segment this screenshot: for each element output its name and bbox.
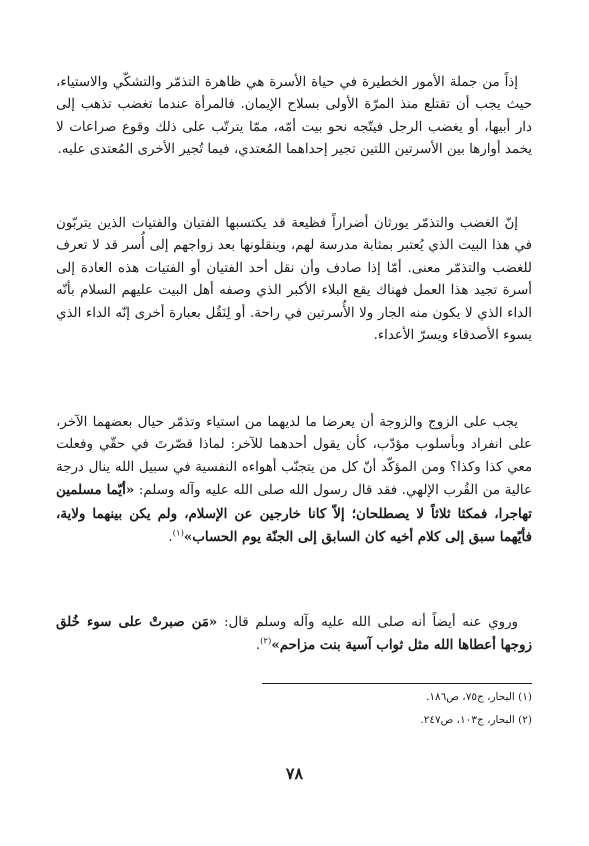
paragraph-text: وروي عنه أيضاً أنه صلى الله عليه وآله وسلم قال:: [217, 615, 519, 630]
paragraph-spouses-reconciliation: [56, 412, 532, 549]
hadith-quote: «أيّما مسلمين تهاجرا، فمكثا ثلاثاً لا يصطلحان؛ إلاّ كانا خارجين عن الإسلام، ولم يكن بينهما ولاية، فأيّهما سبق إلى كلام أخيه كان السابق إلى الجنّة يوم الحساب»: [56, 482, 532, 546]
page-number: ٧٨: [285, 764, 304, 783]
footnote-marker-2: (٢): [260, 636, 272, 647]
paragraph-text: إنّ الغضب والتذمّر يورثان أضراراً فظيعة قد يكتسبها الفتيان والفتيات الذين يتربّون في هذا البيت الذي يُعتبر بمثابة مدرسة لهم، وينقلونها بعد زواجهم إلى أُسر قد لا تعرف للغضب والتذمّر معنى. أمّا إذا صادف وأن نقل أحد الفتيان أو الفتيات هذه العادة إلى أسرة تجيد هذا العمل فهناك يقع البلاء الأكبر الذي وصفه أهل البيت عليهم السلام بأنّه الداء الذي لا يكون منه الجار ولا الأُسرتين في راحة. أو لِنَقُل بعبارة أخرى إنّه الداء الذي يسوء الأصدقاء ويسرّ الأعداء.: [56, 216, 532, 344]
paragraph-anger-harms: [56, 213, 532, 347]
paragraph-text: يجب على الزوج والزوجة أن يعرضا ما لديهما من استياء وتذمّر حيال بعضهما الآخر، على انفراد وبأسلوب مؤدّب، كأن يقول أحدهما للآخر: لماذا قصّرتَ في حقّي وفعلت معي كذا وكذا؟ ومن المؤكّد أنّ كل من يتجنّب أهواءه النفسية في سبيل الله ينال درجة عالية من القُرب الإلهي. فقد قال رسول الله صلى الله عليه وآله وسلم:: [56, 415, 532, 499]
footnote-separator: [262, 683, 532, 684]
paragraph-patience-hadith: [56, 611, 532, 658]
sentence-end: .: [255, 638, 261, 654]
paragraph-text: إذاً من جملة الأمور الخطيرة في حياة الأسرة هي ظاهرة التذمّر والتشكّي والاستياء، حيث يجب أن تقتلع منذ المرّة الأولى بسلاح الإيمان. فالمرأة عندما تغضب تذهب إلى دار أبيها، أو يغضب الرجل فيتّجه نحو بيت أمّه، ممّا يترتّب على ذلك وقوع صراعات لا يخمد أوارها بين الأسرتين اللتين تجير إحداهما المُعتدي، فيما تُجير الأخرى المُعتدى عليه.: [56, 75, 532, 158]
footnote-2: (٢) البحار، ج١٠٣، ص٢٤٧.: [420, 714, 532, 726]
hadith-quote: «مَن صبرتْ على سوء خُلق زوجها أعطاها الله مثل ثواب آسية بنت مزاحم»: [56, 614, 532, 654]
footnote-marker-1: (١): [172, 528, 184, 539]
footnote-1: (١) البحار، ج٧٥، ص١٨٦.: [426, 691, 532, 703]
sentence-end: .: [168, 530, 173, 546]
paragraph-family-grumbling: [56, 72, 532, 162]
